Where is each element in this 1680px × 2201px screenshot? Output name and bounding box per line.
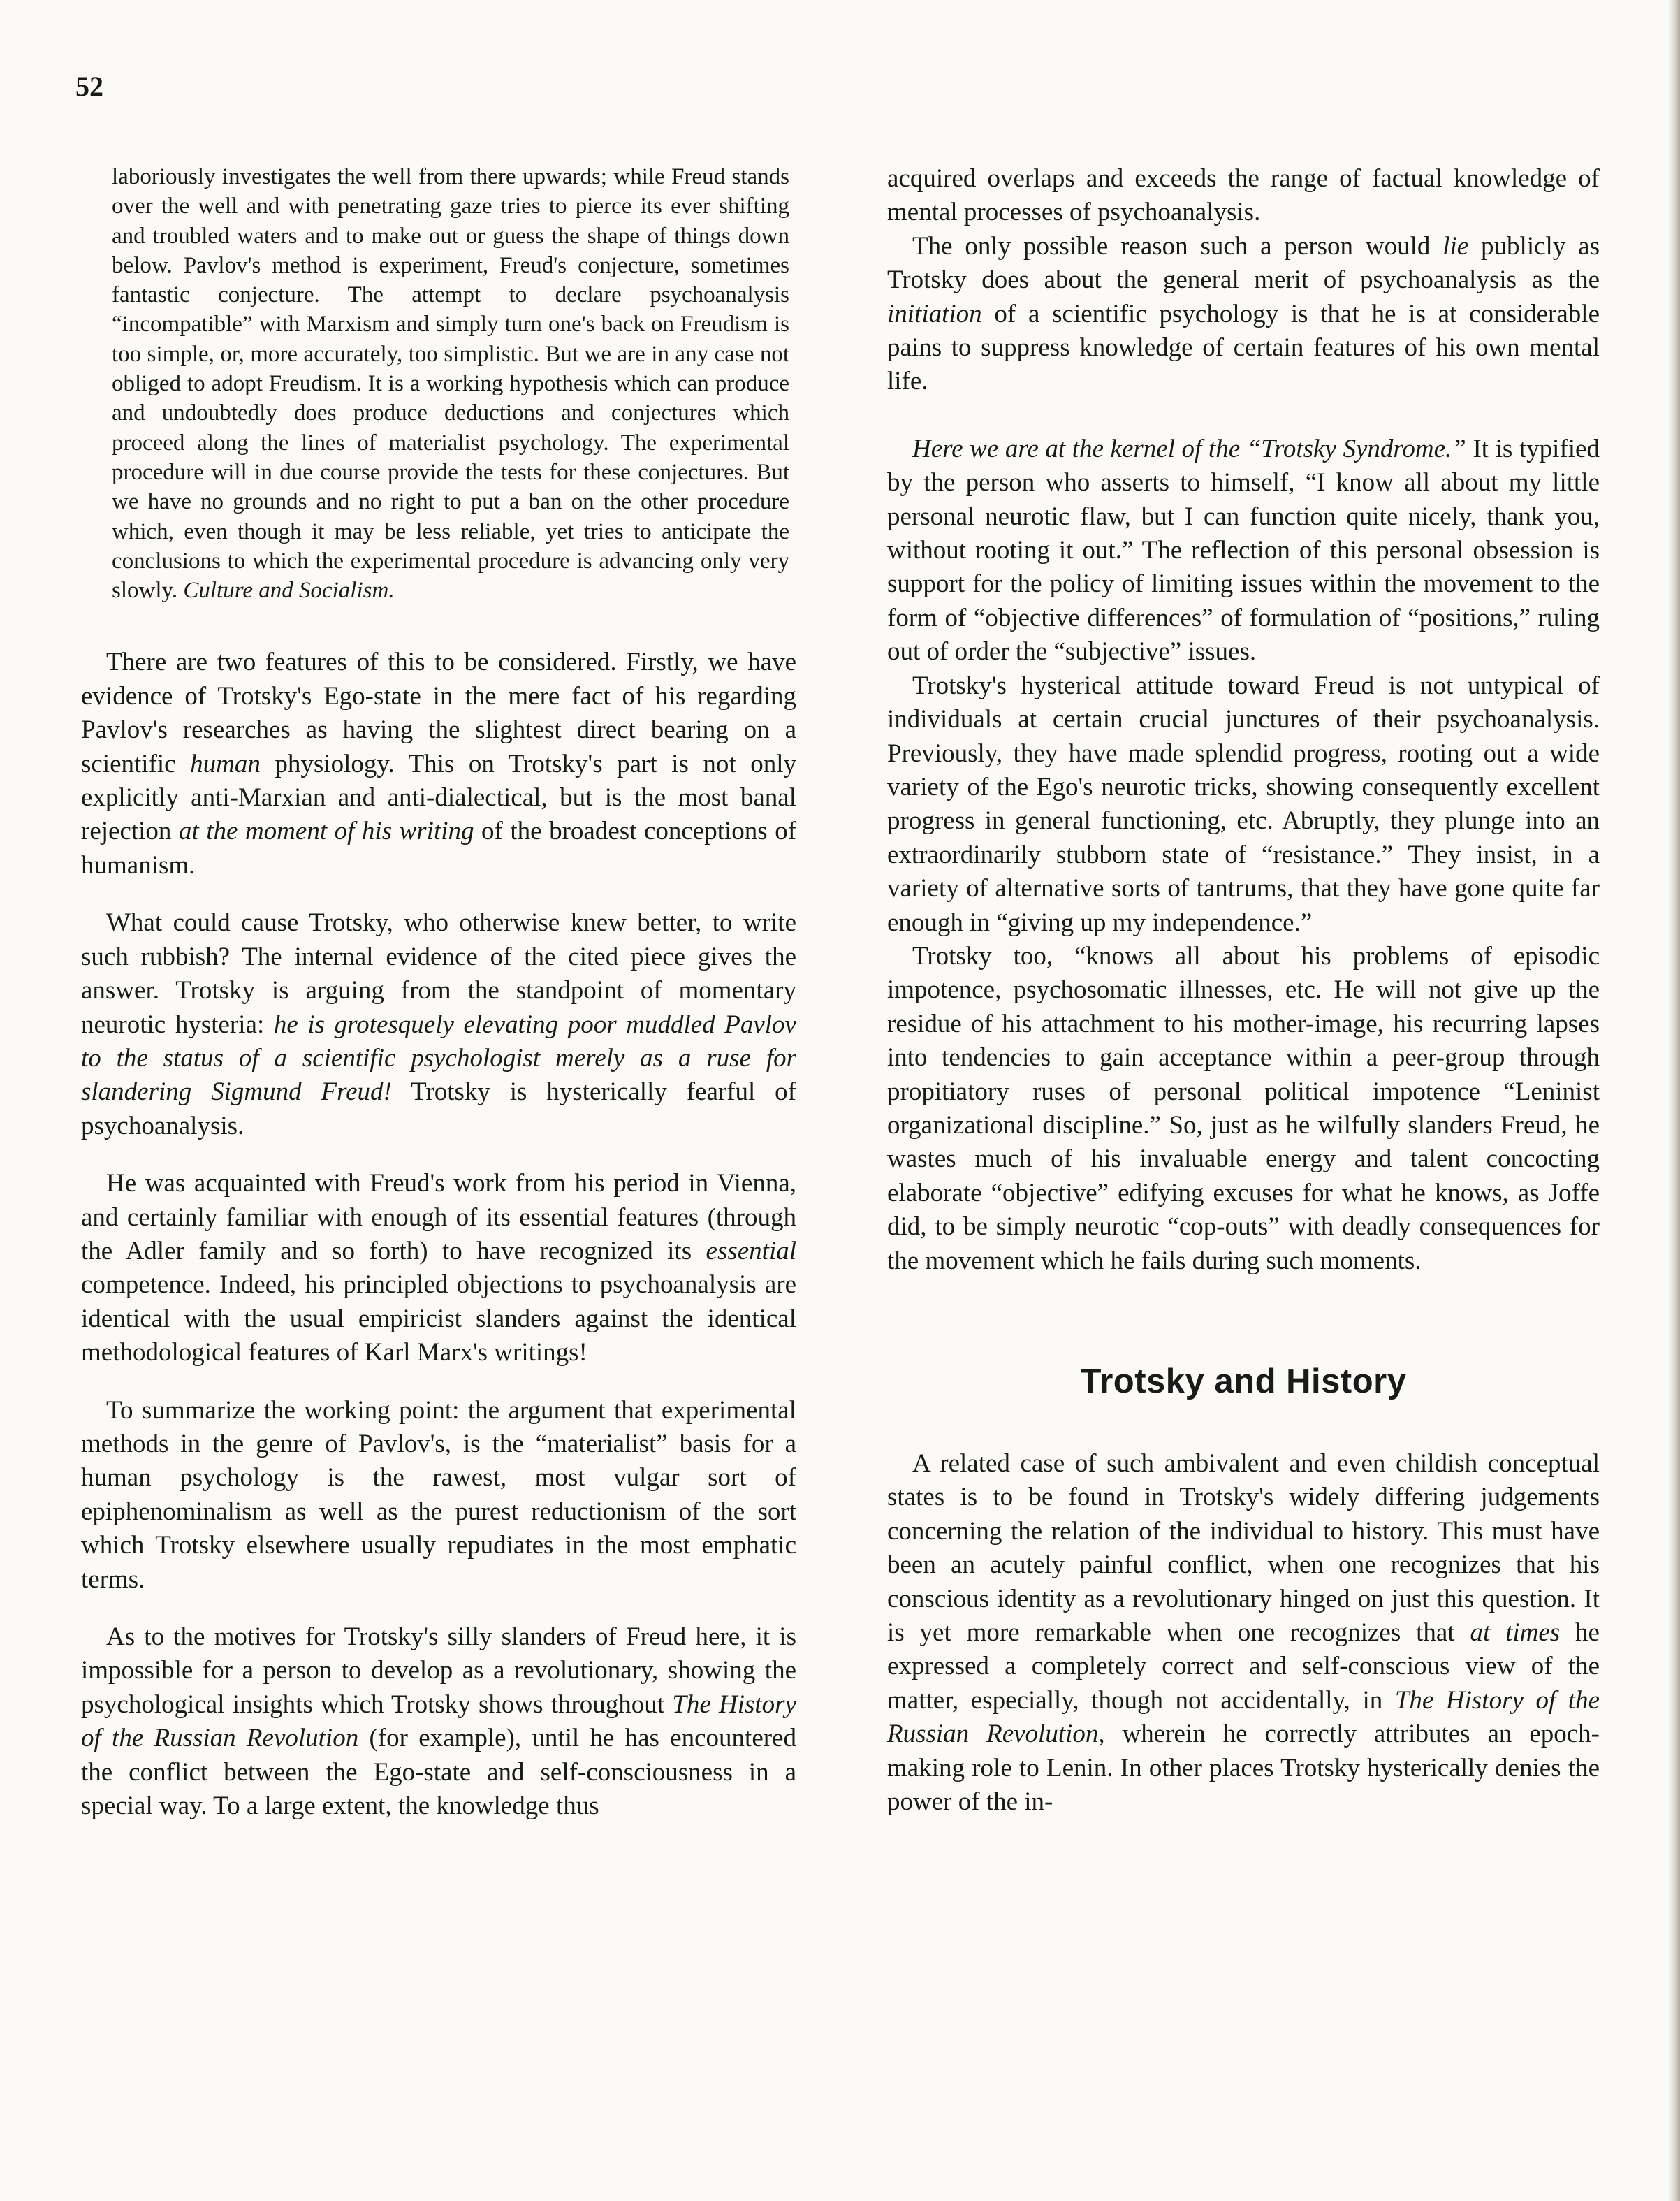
paragraph: Trotsky too, “knows all about his problems of episodic impotence, psychosomatic illnesses, etc. He will not give up the residue of his attachment to his mother-image, his recurring lapses into tendencies to gain acceptance within a peer-group through propitiatory ruses of personal political impotence “Leninist organizational discipline.” So, just as he wilfully slanders Freud, he wastes much of his invaluable energy and talent concocting elaborate “objective” edifying excuses for what he knows, as Joffe did, to be simply neurotic “cop-outs” with deadly consequences for the movement which he fails during such moments. <box>887 941 1600 1275</box>
right-column <box>887 162 1600 1819</box>
quote-text: laboriously investigates the well from there upwards; while Freud stands over the well and with penetrating gaze tries to pierce its ever shifting and troubled waters and to make out or guess the shape of things down below. Pavlov's method is experiment, Freud's conjecture, sometimes fantastic conjecture. The attempt to declare psychoanalysis “incompatible” with Marxism and simply turn one's back on Freudism is too simple, or, more accurately, too simplistic. But we are in any case not obliged to adopt Freudism. It is a working hypothesis which can produce and undoubtedly does produce deductions and conjectures which proceed along the lines of materialist psychology. The experimental procedure will in due course provide the tests for these conjectures. But we have no grounds and no right to put a ban on the other procedure which, even though it may be less reliable, yet tries to anticipate the conclusions to which the experimental procedure is advancing only very slowly. Culture and Socialism. <box>112 164 789 604</box>
paragraph: The only possible reason such a person would lie publicly as Trotsky does about the general merit of psychoanalysis as the initiation of a scientific psychology is that he is at considerable pains to suppress knowledge of certain features of his own mental life. <box>887 231 1600 396</box>
paragraph: There are two features of this to be considered. Firstly, we have evidence of Trotsky's Ego-state in the mere fact of his regarding Pavlov's researches as having the slightest direct bearing on a scientific human physiology. This on Trotsky's part is not only explicitly anti-Marxian and anti-dialectical, but is the most banal rejection at the moment of his writing of the broadest conceptions of humanism. <box>81 648 797 880</box>
page-edge-shadow <box>1667 0 1680 2201</box>
page-number: 52 <box>75 71 103 102</box>
block-quote <box>112 162 789 605</box>
paragraph: What could cause Trotsky, who otherwise knew better, to write such rubbish? The internal evidence of the cited piece gives the answer. Trotsky is arguing from the standpoint of momentary neurotic hysteria: he is grotesquely elevating poor muddled Pavlov to the status of a scientific psychologist merely as a ruse for slandering Sigmund Freud! Trotsky is hysterically fearful of psychoanalysis. <box>81 908 796 1140</box>
paragraph: To summarize the working point: the argument that experimental methods in the genre of Pavlov's, is the “materialist” basis for a human psychology is the rawest, most vulgar sort of epiphenominalism as well as the purest reductionism of the sort which Trotsky elsewhere usually repudiates in the most emphatic terms. <box>81 1395 796 1594</box>
section-heading: Trotsky and History <box>1080 1363 1407 1400</box>
paragraph: Here we are at the kernel of the “Trotsky Syndrome.” It is typified by the person who asserts to himself, “I know all about my little personal neurotic flaw, but I can function quite nicely, thank you, without rooting it out.” The reflection of this personal obsession is support for the policy of limiting issues within the movement to the form of “objective differences” of formulation of “positions,” ruling out of order the “subjective” issues. <box>887 434 1600 667</box>
quote-citation: Culture and Socialism. <box>183 578 395 604</box>
right-body <box>887 162 1600 1819</box>
paragraph: acquired overlaps and exceeds the range of factual knowledge of mental processes of psychoanalysis. <box>887 164 1600 227</box>
left-body <box>81 646 796 1823</box>
paragraph: As to the motives for Trotsky's silly slanders of Freud here, it is impossible for a person to develop as a revolutionary, showing the psychological insights which Trotsky shows throughout The History of the Russian Revolution (for example), until he has encountered the conflict between the Ego-state and self-consciousness in a special way. To a large extent, the knowledge thus <box>81 1622 796 1821</box>
paragraph: Trotsky's hysterical attitude toward Freud is not untypical of individuals at certain crucial junctures of their psychoanalysis. Previously, they have made splendid progress, rooting out a wide variety of the Ego's neurotic tricks, showing consequently excellent progress in general functioning, etc. Abruptly, they plunge into an extraordinarily stubborn state of “resistance.” They insist, in a variety of alternative sorts of tantrums, that they have gone quite far enough in “giving up my independence.” <box>887 671 1600 937</box>
paragraph: He was acquainted with Freud's work from his period in Vienna, and certainly familiar with enough of its essential features (through the Adler family and so forth) to have recognized its essential competence. Indeed, his principled objections to psychoanalysis are identical with the usual empiricist slanders against the identical methodological features of Karl Marx's writings! <box>81 1169 796 1367</box>
paragraph: A related case of such ambivalent and even childish conceptual states is to be found in Trotsky's widely differing judgements concerning the relation of the individual to history. This must have been an acutely painful conflict, when one recognizes that his conscious identity as a revolutionary hinged on just this question. It is yet more remarkable when one recognizes that at times he expressed a completely correct and self-conscious view of the matter, especially, though not accidentally, in The History of the Russian Revolution, wherein he correctly attributes an epoch-making role to Lenin. In other places Trotsky hysterically denies the power of the in- <box>887 1449 1600 1817</box>
left-column <box>81 162 796 1847</box>
